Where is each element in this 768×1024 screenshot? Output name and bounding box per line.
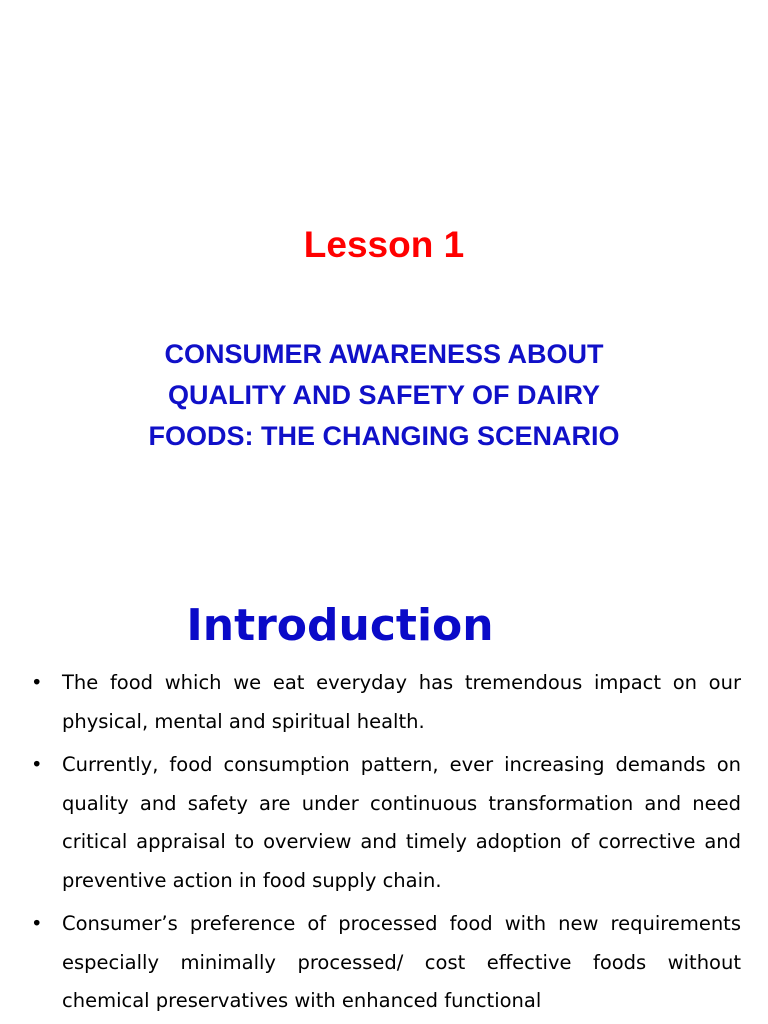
subtitle-line: CONSUMER AWARENESS ABOUT	[164, 339, 604, 369]
bullet-item	[31, 905, 741, 1021]
bullet-icon: •	[31, 912, 43, 935]
bullet-text: Consumer’s preference of processed food with new requirements especially minimally processed/ cost effective foods without chemical preservatives with enhanced functional	[62, 912, 741, 1012]
lesson-title: Lesson 1	[303, 224, 465, 265]
bullet-item	[31, 664, 741, 741]
subtitle-line: QUALITY AND SAFETY OF DAIRY	[167, 380, 601, 410]
bullet-icon: •	[31, 753, 43, 776]
lesson-subtitle	[90, 334, 678, 457]
bullet-text: The food which we eat everyday has tremendous impact on our physical, mental and spiritual health.	[62, 671, 741, 733]
introduction-bullet-list	[31, 664, 741, 1024]
bullet-text: Currently, food consumption pattern, ever increasing demands on quality and safety are under continuous transformation and need critical appraisal to overview and timely adoption of corrective and preventive action in food supply chain.	[62, 753, 741, 892]
bullet-icon: •	[31, 671, 43, 694]
subtitle-line: FOODS: THE CHANGING SCENARIO	[148, 421, 620, 451]
bullet-item	[31, 746, 741, 900]
introduction-heading: Introduction	[186, 600, 494, 651]
